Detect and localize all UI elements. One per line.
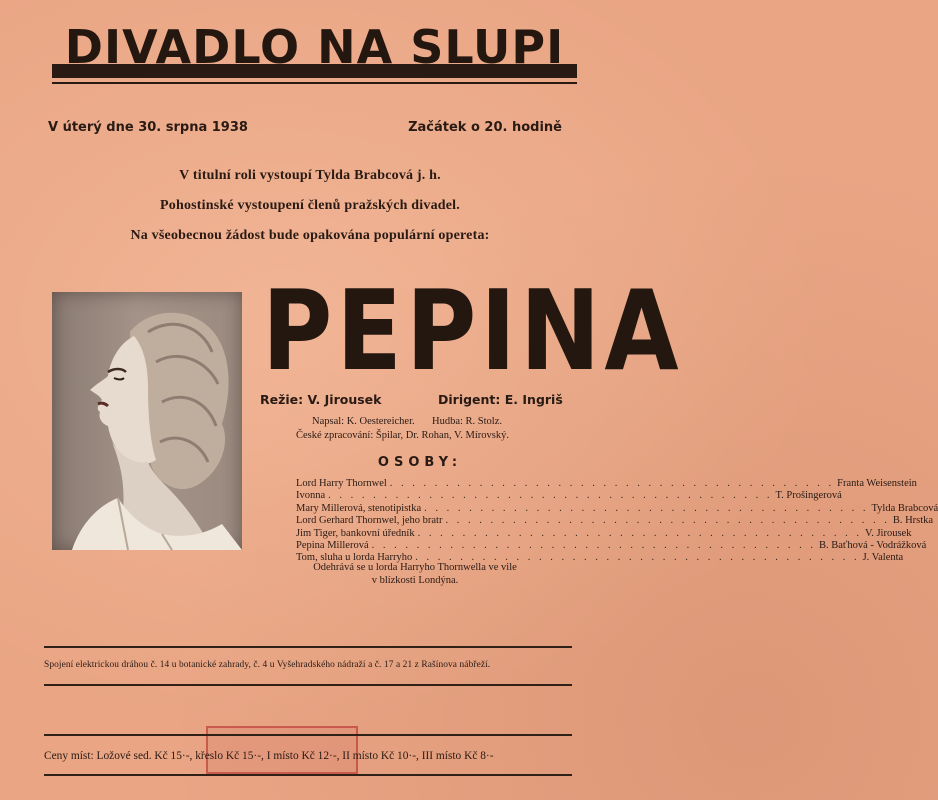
cast-row: Ivonna . . . . . . . . . . . . . . . . . . . . . . . . . . . . . . . . . . . . . . . . T. Prošingerová [296,490,842,502]
setting-line-2: v blízkosti Londýna. [371,574,459,586]
cast-heading: OSOBY: [377,455,463,470]
setting-note [290,562,540,587]
operetta-title: PEPINA [262,266,683,396]
transport-info: Spojení elektrickou dráhou č. 14 u botanické zahrady, č. 4 u Vyšehradského nádraží a č. 17 a 21 z Rašínova nábřeží. [44,660,491,670]
cast-role: Mary Millerová, stenotipistka [296,502,422,514]
cast-role: Lord Gerhard Thornwel, jeho bratr [296,515,443,527]
cast-actor: J. Valenta [862,552,904,564]
cast-actor: Franta Weisenstein [837,478,917,489]
cast-row: Pepina Millerová . . . . . . . . . . . . . . . . . . . . . . . . . . . . . . . . . . . . . . . . B. Baťhová - Vodrážková [296,540,927,552]
intro-line-3: Na všeobecnou žádost bude opakována populární opereta: [130,228,490,243]
cast-row: Tom, sluha u lorda Harryho . . . . . . . . . . . . . . . . . . . . . . . . . . . . . . . . . . . . . . . . J. Valenta [296,552,904,564]
cast-row: Lord Gerhard Thornwel, jeho bratr . . . . . . . . . . . . . . . . . . . . . . . . . . . . . . . . . . . . . . . . B. Hrstka [296,515,934,527]
masthead-rule [52,82,577,84]
rule-top-1 [44,646,572,648]
cast-actor: T. Prošingerová [775,490,842,502]
cast-role: Tom, sluha u lorda Harryho [296,552,413,564]
setting-line-1: Odehrává se u lorda Harryho Thornwella ve vile [313,562,517,573]
cast-list [296,478,938,565]
masthead-title: DIVADLO NA SLUPI [64,20,565,74]
cast-actor: V. Jirousek [864,527,912,539]
start-time: Začátek o 20. hodině [408,120,562,135]
writer-credit: Napsal: K. Oestereicher. [312,416,415,427]
ticket-prices: Ceny míst: Ložové sed. Kč 15·-, křeslo Kč 15·-, I místo Kč 12·-, II místo Kč 10·-, III místo Kč 8·- [44,750,494,762]
rule-bottom-1 [44,734,572,736]
conductor-credit: Dirigent: E. Ingriš [438,392,563,407]
portrait-photo [52,292,242,550]
cast-role: Lord Harry Thornwel [296,478,387,489]
director-credit: Režie: V. Jirousek [260,392,382,407]
intro-line-2: Pohostinské vystoupení členů pražských divadel. [160,198,460,213]
music-credit: Hudba: R. Stolz. [432,416,502,427]
intro-line-1: V titulní roli vystoupí Tylda Brabcová j. h. [179,168,441,183]
cast-role: Pepina Millerová [296,540,369,552]
rule-top-2 [44,684,572,686]
adaptation-credit: České zpracování: Špilar, Dr. Rohan, V. Mírovský. [296,430,509,441]
cast-actor: Tylda Brabcová [871,502,938,514]
cast-actor: B. Hrstka [892,515,934,527]
rule-bottom-2 [44,774,572,776]
cast-row: Lord Harry Thornwel . . . . . . . . . . . . . . . . . . . . . . . . . . . . . . . . . . . . . . . . Franta Weisenstein [296,478,917,489]
cast-row: Jim Tiger, bankovní úředník . . . . . . . . . . . . . . . . . . . . . . . . . . . . . . . . . . . . . . . . V. Jirousek [296,527,912,539]
cast-row: Mary Millerová, stenotipistka . . . . . . . . . . . . . . . . . . . . . . . . . . . . . . . . . . . . . . . . Tylda Brabcová [296,502,938,514]
cast-role: Ivonna [296,490,326,502]
cast-role: Jim Tiger, bankovní úředník [296,527,415,539]
cast-actor: B. Baťhová - Vodrážková [818,540,927,552]
portrait-illustration [52,292,242,550]
performance-date: V úterý dne 30. srpna 1938 [48,120,248,135]
